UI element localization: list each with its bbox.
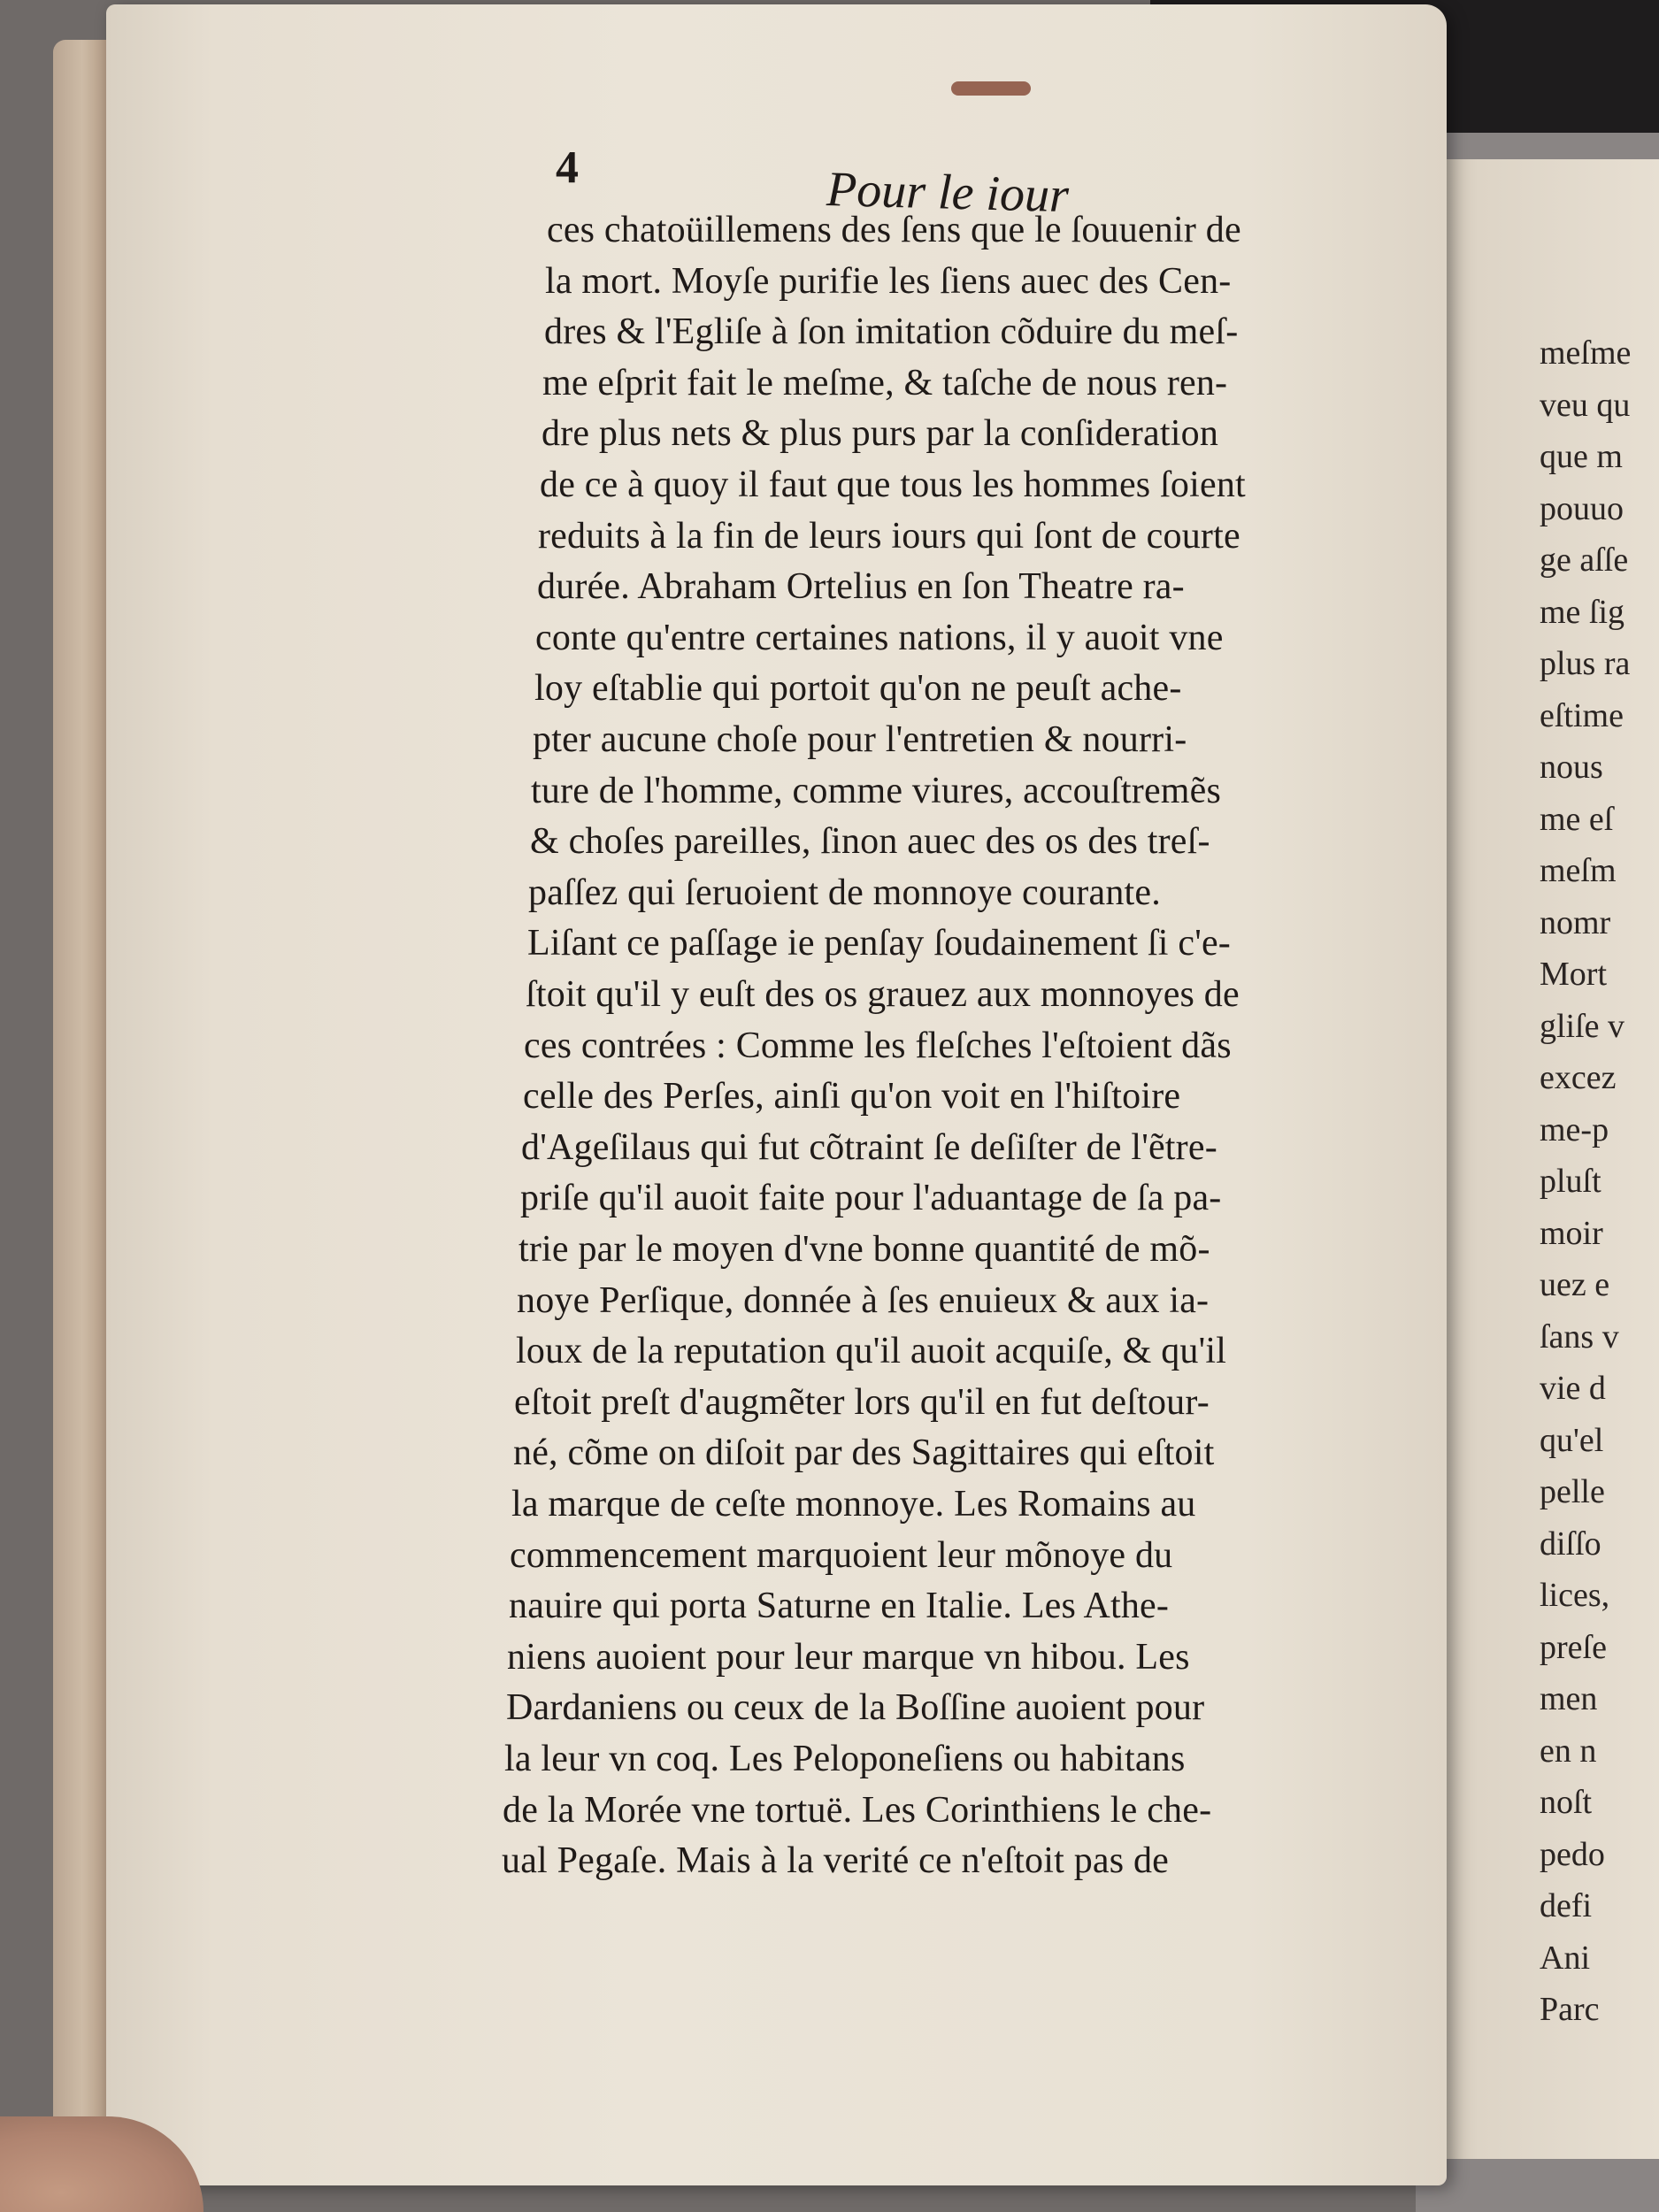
text-line: trie par le moyen d'vne bonne quantité de mõ- bbox=[518, 1229, 1210, 1270]
facing-text-fragment: pedo bbox=[1540, 1835, 1605, 1873]
facing-text-fragment: lices, bbox=[1540, 1577, 1610, 1614]
facing-text-fragment: me-p bbox=[1540, 1110, 1609, 1148]
text-line: dre plus nets & plus purs par la conſideration bbox=[541, 413, 1219, 455]
running-head: Pour le iour bbox=[826, 161, 1070, 224]
text-line: & choſes pareilles, ſinon auec des os des treſ- bbox=[530, 821, 1210, 863]
text-line: né, cõme on diſoit par des Sagittaires qui eſtoit bbox=[513, 1432, 1215, 1474]
text-line: nauire qui porta Saturne en Italie. Les Athe- bbox=[509, 1586, 1170, 1627]
facing-text-fragment: nomr bbox=[1540, 903, 1611, 941]
facing-text-fragment: meſm bbox=[1540, 852, 1617, 889]
text-line: loux de la reputation qu'il auoit acquiſe, & qu'il bbox=[516, 1331, 1227, 1372]
text-line: durée. Abraham Ortelius en ſon Theatre ra- bbox=[537, 566, 1185, 608]
facing-text-fragment: preſe bbox=[1540, 1628, 1607, 1666]
facing-text-fragment: Parc bbox=[1540, 1991, 1600, 2028]
text-line: loy eſtablie qui portoit qu'on ne peuſt ache- bbox=[534, 668, 1182, 710]
text-line: noye Perſique, donnée à ſes enuieux & aux ia- bbox=[517, 1279, 1210, 1321]
text-line: la marque de ceſte monnoye. Les Romains au bbox=[511, 1484, 1196, 1525]
text-line: ſtoit qu'il y euſt des os grauez aux monnoyes de bbox=[526, 974, 1240, 1015]
facing-text-fragment: qu'el bbox=[1540, 1421, 1604, 1459]
text-line: niens auoient pour leur marque vn hibou. Les bbox=[507, 1636, 1190, 1678]
facing-text-fragment: en n bbox=[1540, 1732, 1597, 1770]
text-line: celle des Perſes, ainſi qu'on voit en l'hiſtoire bbox=[523, 1076, 1181, 1118]
ink-stain bbox=[951, 81, 1031, 96]
facing-text-fragment: gliſe v bbox=[1540, 1007, 1625, 1045]
text-line: la leur vn coq. Les Peloponeſiens ou habitans bbox=[504, 1739, 1186, 1779]
facing-text-fragment: men bbox=[1540, 1680, 1598, 1717]
text-line: la mort. Moyſe purifie les ſiens auec des Cen- bbox=[545, 260, 1232, 302]
text-line: ture de l'homme, comme viures, accouſtremẽs bbox=[531, 770, 1222, 811]
facing-text-fragment: ge aſſe bbox=[1540, 541, 1629, 579]
text-line: Liſant ce paſſage ie penſay ſoudainement ſi c'e- bbox=[527, 923, 1231, 964]
text-line: eſtoit preſt d'augmẽter lors qu'il en fut deſtour- bbox=[514, 1381, 1210, 1423]
text-line: de ce à quoy il faut que tous les hommes ſoient bbox=[540, 465, 1246, 505]
facing-text-fragment: veu qu bbox=[1540, 386, 1631, 424]
facing-text-fragment: pluſt bbox=[1540, 1163, 1601, 1200]
text-line: pter aucune choſe pour l'entretien & nourri- bbox=[533, 719, 1187, 760]
facing-text-fragment: noſt bbox=[1540, 1784, 1593, 1821]
page-number: 4 bbox=[556, 142, 579, 193]
facing-text-fragment: diſſo bbox=[1540, 1525, 1601, 1563]
facing-text-fragment: plus ra bbox=[1540, 645, 1631, 682]
text-line: de la Morée vne tortuë. Les Corinthiens le che- bbox=[503, 1789, 1212, 1831]
facing-text-fragment: vie d bbox=[1540, 1370, 1606, 1407]
facing-text-fragment: me ſig bbox=[1540, 593, 1625, 631]
text-line: me eſprit fait le meſme, & taſche de nous ren- bbox=[542, 362, 1228, 403]
facing-text-fragment: que m bbox=[1540, 438, 1623, 475]
text-line: ces chatoüillemens des ſens que le ſouuenir de bbox=[547, 210, 1241, 250]
facing-text-fragment: meſme bbox=[1540, 334, 1632, 372]
facing-text-fragment: Ani bbox=[1540, 1939, 1590, 1977]
facing-text-fragment: moir bbox=[1540, 1214, 1603, 1252]
text-line: commencement marquoient leur mõnoye du bbox=[510, 1534, 1173, 1576]
facing-text-fragment: excez bbox=[1540, 1059, 1617, 1096]
facing-text-fragment: defi bbox=[1540, 1887, 1593, 1924]
text-line: ces contrées : Comme les fleſches l'eſtoient dãs bbox=[524, 1025, 1232, 1066]
text-line: reduits à la fin de leurs iours qui ſont de courte bbox=[538, 515, 1240, 557]
facing-text-fragment: nous bbox=[1540, 749, 1603, 786]
facing-text-fragment: pouuo bbox=[1540, 489, 1624, 527]
text-line: dres & l'Egliſe à ſon imitation cõduire du meſ- bbox=[544, 311, 1239, 353]
facing-text-fragment: uez e bbox=[1540, 1266, 1610, 1303]
text-line: ual Pegaſe. Mais à la verité ce n'eſtoit pas de bbox=[502, 1840, 1170, 1882]
text-line: d'Ageſilaus qui fut cõtraint ſe deſiſter de l'ẽtre- bbox=[521, 1126, 1217, 1168]
text-line: conte qu'entre certaines nations, il y auoit vne bbox=[535, 617, 1224, 658]
facing-text-fragment: Mort bbox=[1540, 956, 1607, 993]
text-line: priſe qu'il auoit faite pour l'aduantage de ſa pa- bbox=[520, 1178, 1222, 1219]
facing-text-fragment: ſans v bbox=[1540, 1317, 1619, 1356]
facing-text-fragment: pelle bbox=[1540, 1473, 1605, 1510]
facing-text-fragment: eſtime bbox=[1540, 696, 1624, 734]
facing-text-fragment: me eſ bbox=[1540, 800, 1614, 838]
text-line: paſſez qui ſeruoient de monnoye courante. bbox=[528, 872, 1161, 913]
text-line: Dardaniens ou ceux de la Boſſine auoient pour bbox=[506, 1687, 1205, 1729]
